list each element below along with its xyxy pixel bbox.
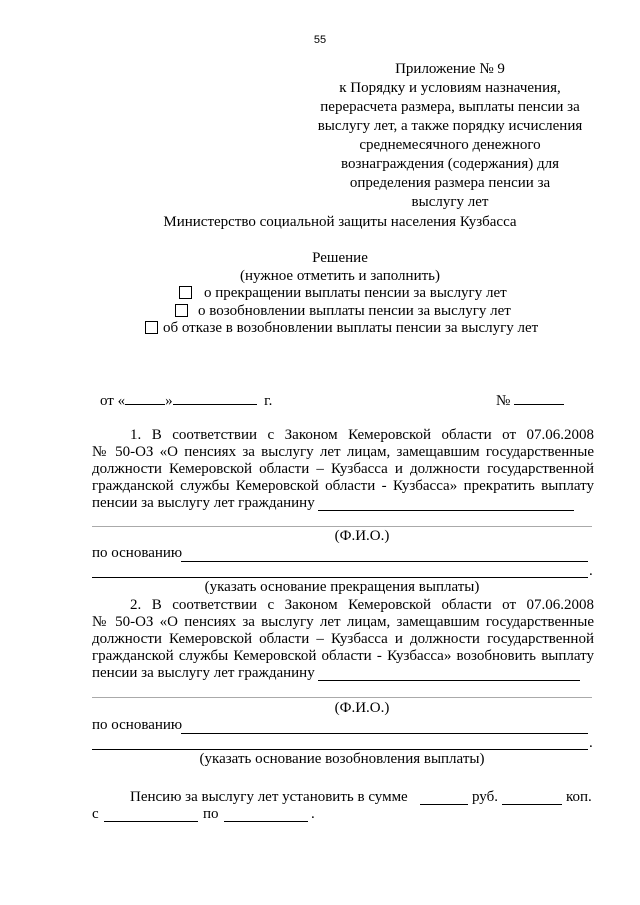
number-label: № [496, 393, 511, 409]
date-line [100, 390, 272, 410]
section2-line: № 50-ОЗ «О пенсиях за выслугу лет лицам, замещавшим государственные [92, 614, 594, 630]
appendix-line: перерасчета размера, выплаты пенсии за [320, 99, 580, 115]
fio-caption-1: (Ф.И.О.) [334, 528, 390, 544]
appendix-line: среднемесячного денежного [359, 137, 541, 153]
year-label: г. [264, 393, 273, 409]
from-label: с [92, 806, 99, 822]
amount-kop-field[interactable] [502, 804, 562, 805]
period-mark: . [589, 735, 593, 751]
section1-line: 1. В соответствии с Законом Кемеровской области от 07.06.2008 [130, 427, 594, 443]
day-field[interactable] [125, 390, 165, 405]
section1-line: гражданской службы Кемеровской области - Кузбасса» прекратить выплату [92, 478, 594, 494]
fio-caption-2: (Ф.И.О.) [334, 700, 390, 716]
appendix-line: вознаграждения (содержания) для [340, 156, 559, 172]
number-field[interactable] [514, 390, 564, 405]
option-refusal: об отказе в возобновлении выплаты пенсии за выслугу лет [163, 320, 539, 336]
number-line [496, 390, 564, 410]
section2-line: 2. В соответствии с Законом Кемеровской области от 07.06.2008 [130, 597, 594, 613]
date-from-label: от « [100, 393, 126, 409]
pension-text: Пенсию за выслугу лет установить в сумме [130, 789, 408, 805]
checkbox-refusal[interactable] [145, 321, 158, 334]
basis-field-1b[interactable] [92, 577, 588, 578]
section2-last-line: пенсии за выслугу лет гражданину [92, 665, 315, 681]
appendix-line: выслугу лет [411, 194, 489, 210]
basis-field-2[interactable] [181, 733, 588, 734]
decision-title: Решение [312, 250, 368, 266]
citizen-name-field-2[interactable] [318, 680, 580, 681]
date-from-field[interactable] [104, 821, 198, 822]
citizen-name-field-1[interactable] [318, 510, 574, 511]
appendix-line: Приложение № 9 [395, 61, 505, 77]
checkbox-resumption[interactable] [175, 304, 188, 317]
end-period: . [311, 806, 315, 822]
name-line-2 [92, 697, 592, 698]
appendix-line: к Порядку и условиям назначения, [339, 80, 561, 96]
month-field[interactable] [173, 390, 257, 405]
basis-caption-2: (указать основание возобновления выплаты) [199, 751, 485, 767]
appendix-header [300, 60, 600, 212]
date-mid: » [165, 393, 173, 409]
ministry-title: Министерство социальной защиты населения Кузбасса [163, 214, 517, 230]
option-termination: о прекращении выплаты пенсии за выслугу лет [204, 285, 507, 301]
section2-line: гражданской службы Кемеровской области - Кузбасса» возобновить выплату [92, 648, 594, 664]
checkbox-termination[interactable] [179, 286, 192, 299]
name-line-1 [92, 526, 592, 527]
basis-label-2: по основанию [92, 717, 183, 733]
period-mark: . [589, 563, 593, 579]
option-resumption: о возобновлении выплаты пенсии за выслугу лет [198, 303, 511, 319]
section1-line: должности Кемеровской области – Кузбасса и должности государственной [92, 461, 594, 477]
page-number: 55 [313, 34, 327, 46]
appendix-line: выслугу лет, а также порядку исчисления [317, 118, 583, 134]
section2-line: должности Кемеровской области – Кузбасса и должности государственной [92, 631, 594, 647]
basis-caption-1: (указать основание прекращения выплаты) [204, 579, 480, 595]
date-to-field[interactable] [224, 821, 308, 822]
kop-label: коп. [566, 789, 592, 805]
decision-hint: (нужное отметить и заполнить) [240, 268, 440, 284]
to-label: по [203, 806, 219, 822]
basis-label-1: по основанию [92, 545, 183, 561]
basis-field-2b[interactable] [92, 749, 588, 750]
rub-label: руб. [472, 789, 498, 805]
amount-rub-field[interactable] [420, 804, 468, 805]
section1-last-line: пенсии за выслугу лет гражданину [92, 495, 315, 511]
appendix-line: определения размера пенсии за [349, 175, 551, 191]
basis-field-1[interactable] [181, 561, 588, 562]
section1-line: № 50-ОЗ «О пенсиях за выслугу лет лицам, замещавшим государственные [92, 444, 594, 460]
